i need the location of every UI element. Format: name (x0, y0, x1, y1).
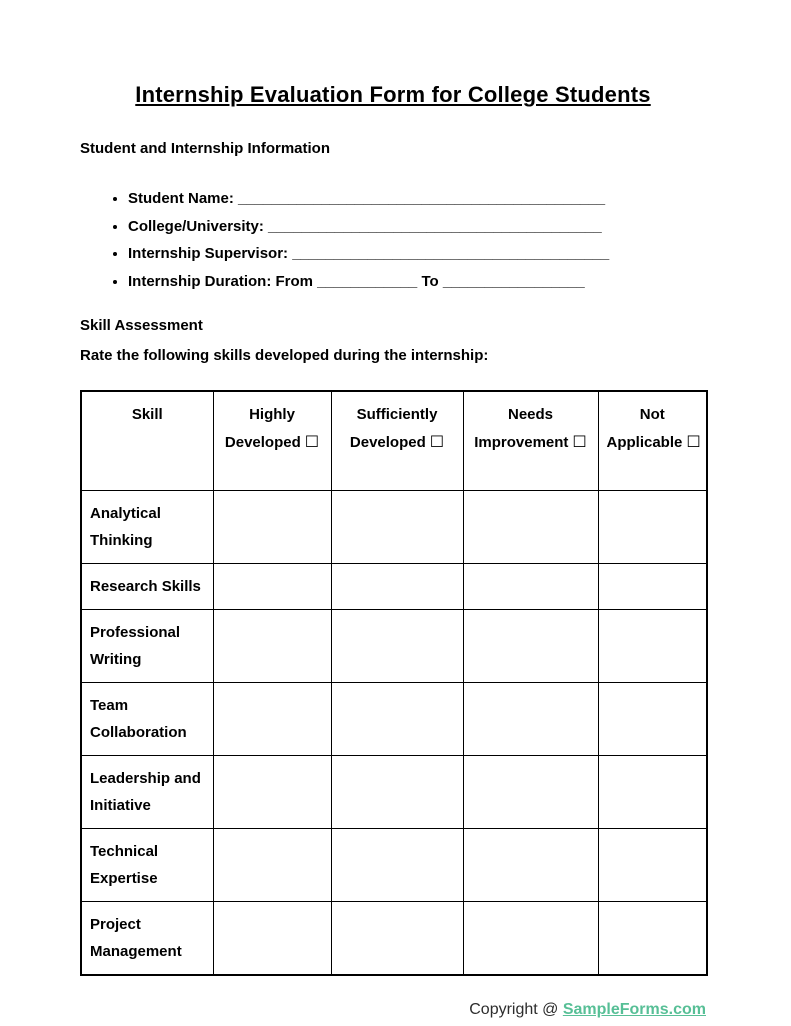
column-label: Needs Improvement (474, 406, 569, 451)
field-label: College/University: (128, 217, 264, 235)
rating-cell-not-applicable (598, 755, 707, 828)
field-blank-line: ____________________________________________ (238, 190, 606, 207)
skill-name-cell: Team Collaboration (81, 682, 213, 755)
rating-cell-highly-developed (213, 682, 331, 755)
rating-cell-sufficiently-developed (331, 901, 463, 975)
rating-cell-not-applicable (598, 901, 707, 975)
column-header-needs-improvement (463, 391, 598, 490)
rating-cell-highly-developed (213, 490, 331, 563)
rating-cell-not-applicable (598, 609, 707, 682)
field-blank-line: ________________________________________ (268, 217, 602, 235)
rating-cell-not-applicable (598, 563, 707, 609)
section-heading-student-info: Student and Internship Information (80, 140, 330, 157)
rating-cell-highly-developed (213, 609, 331, 682)
field-student-name (128, 185, 706, 213)
field-label: Student Name: (128, 190, 234, 207)
field-college-university (128, 213, 706, 241)
rating-cell-needs-improvement (463, 828, 598, 901)
checkbox-icon: ☐ (304, 432, 320, 451)
field-label: Internship Supervisor: (128, 245, 289, 262)
field-label: Internship Duration: From (128, 272, 313, 290)
rating-cell-needs-improvement (463, 682, 598, 755)
table-row (81, 609, 707, 682)
skill-name-cell: Leadership and Initiative (81, 755, 213, 828)
rating-cell-highly-developed (213, 901, 331, 975)
rating-cell-sufficiently-developed (331, 563, 463, 609)
rating-cell-not-applicable (598, 682, 707, 755)
rating-cell-highly-developed (213, 755, 331, 828)
rating-cell-sufficiently-developed (331, 828, 463, 901)
skill-name-cell: Professional Writing (81, 609, 213, 682)
rating-cell-not-applicable (598, 828, 707, 901)
rating-cell-sufficiently-developed (331, 755, 463, 828)
duration-to-label: To (421, 272, 439, 290)
skill-assessment-table (80, 390, 708, 976)
table-row (81, 682, 707, 755)
rating-cell-sufficiently-developed (331, 490, 463, 563)
column-header-sufficiently-developed (331, 391, 463, 490)
rating-cell-not-applicable (598, 490, 707, 563)
rating-cell-needs-improvement (463, 755, 598, 828)
table-row (81, 755, 707, 828)
table-row (81, 828, 707, 901)
table-row (81, 901, 707, 975)
column-label: Sufficiently Developed (349, 406, 438, 451)
table-row (81, 490, 707, 563)
skill-name-cell: Technical Expertise (81, 828, 213, 901)
rating-cell-sufficiently-developed (331, 609, 463, 682)
student-info-list (80, 185, 706, 295)
skill-name-cell: Analytical Thinking (81, 490, 213, 563)
table-row (81, 563, 707, 609)
column-header-highly-developed (213, 391, 331, 490)
sampleforms-link[interactable]: SampleForms.com (562, 1000, 706, 1018)
column-label: Highly Developed (224, 406, 301, 451)
rating-cell-highly-developed (213, 563, 331, 609)
field-blank-line: ______________________________________ (292, 245, 610, 262)
skill-name-cell: Project Management (81, 901, 213, 975)
form-title: Internship Evaluation Form for College Students (135, 82, 651, 107)
skill-name-cell: Research Skills (81, 563, 213, 609)
rating-cell-highly-developed (213, 828, 331, 901)
column-label: Not Applicable (606, 406, 683, 451)
rating-cell-needs-improvement (463, 901, 598, 975)
rating-cell-needs-improvement (463, 490, 598, 563)
table-header-row (81, 391, 707, 490)
checkbox-icon: ☐ (686, 432, 701, 451)
rate-instruction: Rate the following skills developed during the internship: (80, 347, 489, 364)
rating-cell-sufficiently-developed (331, 682, 463, 755)
duration-from-blank-line: ____________ (317, 272, 418, 290)
rating-cell-needs-improvement (463, 609, 598, 682)
column-header-not-applicable (598, 391, 707, 490)
copyright-text: Copyright @ (469, 1000, 563, 1018)
duration-to-blank-line: _________________ (442, 272, 585, 290)
column-label: Skill (131, 406, 163, 423)
rating-cell-needs-improvement (463, 563, 598, 609)
checkbox-icon: ☐ (572, 432, 587, 451)
field-internship-duration (128, 268, 706, 296)
column-header-skill (81, 391, 213, 490)
checkbox-icon: ☐ (429, 432, 445, 451)
footer (80, 1001, 706, 1019)
field-internship-supervisor (128, 240, 706, 268)
section-heading-skill-assessment: Skill Assessment (80, 317, 203, 334)
